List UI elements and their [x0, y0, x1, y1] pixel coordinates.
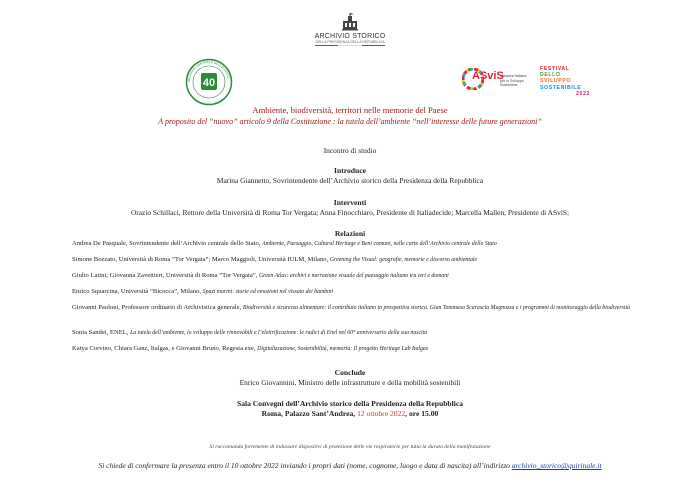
rsvp-email-link[interactable]: archivio_storico@quirinale.it: [511, 461, 602, 470]
anniversary-number: 40: [202, 77, 216, 89]
relazione-topic: Green Atlas: archivi e narrazione visuale del paesaggio italiano tra ieri e domani: [259, 273, 449, 279]
venue-line: Sala Convegni dell’Archivio storico della Presidenza della Repubblica: [236, 399, 464, 408]
festival-line-4: SOSTENIBILE: [540, 84, 582, 91]
relazione-item: [72, 288, 672, 296]
anniversary-ring-text: ARCHIVIO CENTRALE DELLO STATO: [186, 59, 231, 83]
interventi-text: Orazio Schillaci, Rettore della Università di Roma Tor Vergata; Anna Finocchiaro, Presidente di Italiadecide; Marcella Mallen, Presidente di ASviS;: [130, 208, 570, 217]
relazione-topic: La tutela dell’ambiente, lo sviluppo delle rinnovabili e l’elettrificazione: le radici di Enel nel 60° anniversario della sua nascita: [130, 330, 428, 336]
archive-name: ARCHIVIO STORICO: [314, 33, 386, 40]
event-subtitle: A proposito del “nuovo” articolo 9 della Costituzione : la tutela dell’ambiente “nell’interesse delle future generazioni”: [158, 117, 542, 126]
mask-recommendation: Si raccomanda fortemente di indossare dispositivi di protezione delle vie respiratorie per tutta la durata della manifestazione: [209, 444, 491, 450]
festival-sviluppo-sostenibile-logo: [540, 66, 596, 100]
relazione-speaker: Katya Corvino, Chiara Ganz, Italgas, e Giovanni Bruno, Regesta.exe,: [72, 345, 256, 352]
festival-year: 2022: [576, 90, 590, 97]
festival-line-2: DELLO: [540, 72, 561, 79]
asvis-logo: [462, 64, 530, 96]
event-type: Incontro di studio: [323, 146, 377, 155]
introduce-text: Marina Giannetto, Sovrintendente dell’Archivio storico della Presidenza della Repubblica: [216, 176, 484, 185]
archivio-storico-logo: [310, 12, 390, 52]
venue-time: , ore 15.00: [405, 409, 439, 418]
venue-date: 12 ottobre 2022: [357, 409, 406, 418]
venue-place: Roma, Palazzo Sant’Andrea,: [261, 409, 356, 418]
relazione-speaker: Giulio Latini; Giovanna Zavettieri, Università di Roma “Tor Vergata”,: [72, 272, 258, 279]
introduce-heading: Introduce: [334, 166, 366, 175]
relazione-item: [72, 256, 672, 264]
conclude-text: Enrico Giovannini, Ministro delle infrastrutture e della mobilità sostenibili: [239, 378, 461, 387]
archive-subtitle: DELLA PRESIDENZA DELLA REPUBBLICA: [315, 40, 385, 44]
italian-flag-stripe: [315, 45, 385, 46]
rsvp-request: [0, 461, 700, 470]
relazione-speaker: Enrico Squarcina, Università “Bicocca”, Milano,: [72, 288, 202, 295]
quirinale-emblem-icon: [340, 12, 360, 32]
festival-line-1: FESTIVAL: [540, 66, 570, 72]
conclude-heading: Conclude: [334, 368, 366, 377]
relazione-speaker: Andrea De Pasquale, Sovrintendente dell’Archivio centrale dello Stato,: [72, 240, 261, 247]
asvis-tagline-1: Alleanza Italiana: [500, 74, 527, 78]
relazione-item: [72, 345, 672, 353]
relazione-topic: Ambiente, Paesaggio, Cultural Heritage e Beni comuni, nelle carte dell’Archivio centrale dello Stato: [262, 241, 497, 247]
relazione-item: [72, 272, 672, 280]
relazione-item: [72, 240, 672, 248]
relazione-speaker: Simone Bozzato, Università di Roma “Tor Vergata”; Marco Maggioli, Università IULM, Milano,: [72, 256, 329, 263]
relazione-item: [72, 329, 672, 337]
rsvp-text: Si chiede di confermare la presenza entro il 10 ottobre 2022 inviando i propri dati (nome, cognome, luogo e data di nascita) all’indirizzo: [98, 461, 512, 470]
festival-line-3: SVILUPPO: [540, 78, 572, 85]
relazione-topic: Spazi marini: storie ed emozioni nel vissuto dei bambini: [202, 289, 334, 295]
relazione-speaker: Giovanni Paoloni, Professore ordinario di Archivistica generale,: [72, 304, 242, 311]
relazione-item: [72, 304, 672, 312]
venue-datetime: [0, 409, 700, 418]
archivio-centrale-40-logo: [185, 58, 233, 106]
relazione-speaker: Sonia Sandei, ENEL,: [72, 329, 129, 336]
relazione-topic: Digitalizzazione, Sostenibilità, memoria: Il progetto Heritage Lab Italgas: [257, 346, 429, 352]
relazione-topic: Biodiversità e sicurezza alimentare: il contributo italiano in prospettiva storica. Gian Tommaso Scarascia Mugnozza e i programmi di monitoraggio della biodiversità: [242, 305, 631, 311]
relazioni-heading: Relazioni: [334, 229, 366, 238]
asvis-tagline-2: per lo Sviluppo Sostenibile: [500, 78, 524, 87]
relazione-topic: Greening the Visual: geografie, memorie e discorso ambientale: [329, 257, 478, 263]
interventi-heading: Interventi: [333, 198, 367, 207]
asvis-name: ASviS: [472, 70, 504, 82]
event-title: Ambiente, biodiversità, territori nelle memorie del Paese: [252, 105, 448, 115]
